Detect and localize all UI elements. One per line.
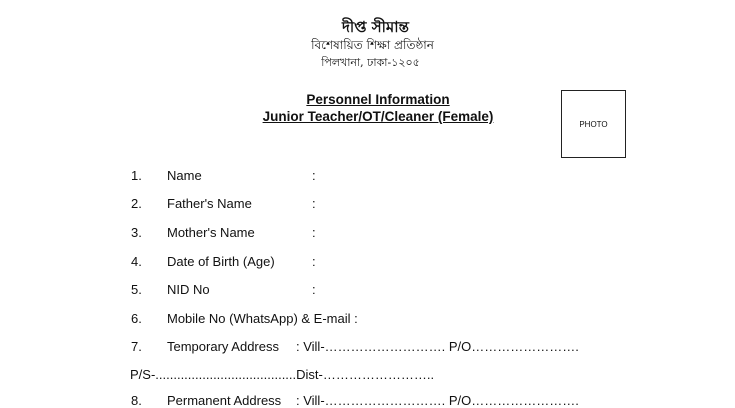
field-number: 4. [131, 254, 142, 269]
field-label-mothers-name: Mother's Name [167, 225, 255, 240]
form-subtitle: Junior Teacher/OT/Cleaner (Female) [262, 109, 494, 124]
field-number: 3. [131, 225, 142, 240]
temporary-address-ps-dist: P/S-.......................................Dist-…………………….. [130, 367, 435, 382]
field-label-date-of-birth: Date of Birth (Age) [167, 254, 275, 269]
field-number: 6. [131, 311, 142, 326]
field-number: 8. [131, 393, 142, 408]
permanent-address-vill-po: : Vill-………………………. P/O……………………. [296, 393, 579, 408]
field-label-permanent-address: Permanent Address [167, 393, 282, 408]
field-colon: : [312, 282, 316, 297]
temporary-address-vill-po: : Vill-………………………. P/O……………………. [296, 339, 579, 354]
field-number: 7. [131, 339, 142, 354]
field-label-temporary-address: Temporary Address [167, 339, 279, 354]
field-number: 2. [131, 196, 142, 211]
field-label-mobile-email: Mobile No (WhatsApp) & E-mail : [167, 311, 358, 326]
field-number: 5. [131, 282, 142, 297]
field-colon: : [312, 254, 316, 269]
field-label-fathers-name: Father's Name [167, 196, 252, 211]
field-colon: : [312, 225, 316, 240]
field-number: 1. [131, 168, 142, 183]
org-address: পিলখানা, ঢাকা-১২০৫ [321, 56, 420, 69]
org-type: বিশেষায়িত শিক্ষা প্রতিষ্ঠান [311, 38, 434, 52]
field-label-nid-no: NID No [167, 282, 210, 297]
field-colon: : [312, 196, 316, 211]
photo-box [561, 90, 626, 158]
field-label-name: Name [167, 168, 202, 183]
field-colon: : [312, 168, 316, 183]
org-name: দীপ্ত সীমান্ত [342, 18, 409, 36]
photo-label: PHOTO [579, 119, 608, 129]
form-title: Personnel Information [306, 92, 450, 107]
